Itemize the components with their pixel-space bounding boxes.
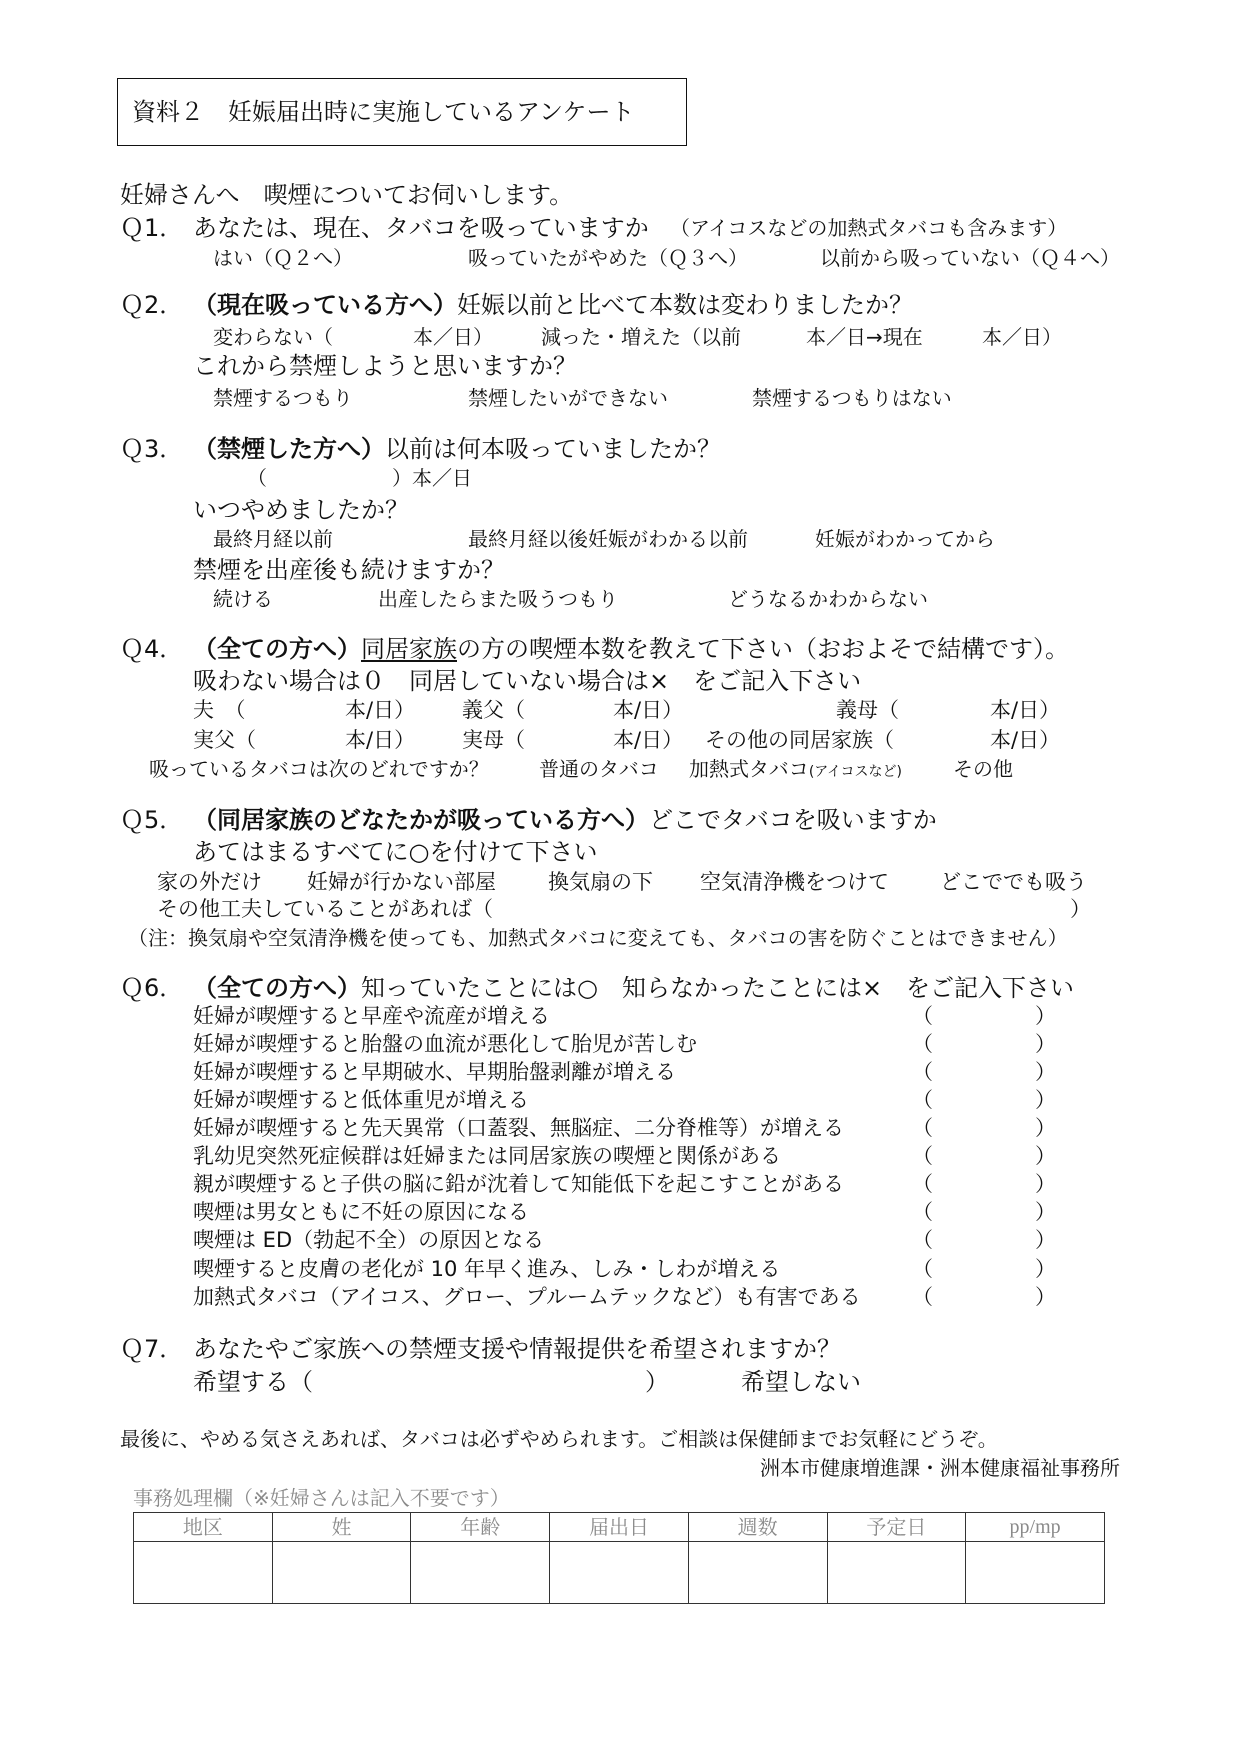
q1-note: （アイコスなどの加熱式タバコも含みます）	[670, 216, 1068, 240]
q6-answer-close: ）	[1035, 1285, 1056, 1309]
q2-sub-option-no-intent: 禁煙するつもりはない	[752, 386, 952, 410]
q4-type-question: 吸っているタバコは次のどれですか？	[149, 757, 489, 781]
q4-instruction: 吸わない場合は０ 同居していない場合は× をご記入下さい	[193, 667, 862, 695]
q6-item: 喫煙は ED（勃起不全）の原因となる	[193, 1228, 545, 1252]
organization-name: 洲本市健康増進課・洲本健康福祉事務所	[760, 1456, 1120, 1480]
q6-item: 喫煙すると皮膚の老化が 10 年早く進み、しみ・しわが増える	[193, 1257, 781, 1281]
office-table-body-row	[134, 1542, 1105, 1604]
q7-option-yes-close: ）	[645, 1368, 669, 1396]
q6-answer-open: （	[912, 1200, 933, 1224]
office-table-header-row	[134, 1513, 1105, 1542]
q2-now-unit: 本／日）	[982, 325, 1062, 349]
office-cell-age	[411, 1542, 550, 1604]
q4-family-father: 実父（	[193, 728, 256, 752]
office-use-table	[133, 1512, 1105, 1604]
q4-question: の方の喫煙本数を教えて下さい（おおよそで結構です）。	[457, 635, 1069, 663]
q6-item: 妊婦が喫煙すると胎盤の血流が悪化して胎児が苦しむ	[193, 1032, 697, 1056]
office-header-filing-date: 届出日	[550, 1513, 689, 1542]
closing-message: 最後に、やめる気さえあれば、タバコは必ずやめられます。ご相談は保健師までお気軽にどうぞ。	[120, 1427, 998, 1451]
q3-when-question: いつやめましたか？	[193, 496, 409, 524]
q6-answer-open: （	[912, 1172, 933, 1196]
q6-answer-close: ）	[1035, 1088, 1056, 1112]
q3-label: Ｑ3．	[120, 435, 184, 463]
q5-note: （注：換気扇や空気清浄機を使っても、加熱式タバコに変えても、タバコの害を防ぐことはできません）	[128, 926, 1068, 950]
office-cell-filing-date	[550, 1542, 689, 1604]
q4-family-husband-unit: 本/日）	[345, 698, 416, 722]
q6-target: （全ての方へ）	[193, 974, 361, 1002]
q5-option-other-room: 妊婦が行かない部屋	[307, 870, 496, 894]
q4-family-other: その他の同居家族（	[705, 728, 894, 752]
q7-option-no: 希望しない	[741, 1368, 861, 1396]
q6-question: 知っていたことには○ 知らなかったことには× をご記入下さい	[361, 974, 1075, 1002]
office-cell-district	[134, 1542, 273, 1604]
q4-type-option-other: その他	[953, 757, 1013, 781]
q6-answer-close: ）	[1035, 1144, 1056, 1168]
document-title-box	[117, 78, 687, 146]
q3-continue-question: 禁煙を出産後も続けますか？	[193, 556, 505, 584]
q6-answer-open: （	[912, 1144, 933, 1168]
q6-label: Ｑ6．	[120, 974, 184, 1002]
q6-item: 妊婦が喫煙すると低体重児が増える	[193, 1088, 529, 1112]
q5-target: （同居家族のどなたかが吸っている方へ）	[193, 806, 649, 834]
office-header-surname: 姓	[272, 1513, 411, 1542]
q4-type-option-regular: 普通のタバコ	[539, 757, 659, 781]
q6-item: 喫煙は男女ともに不妊の原因になる	[193, 1200, 529, 1224]
q3-when-option-1: 最終月経以前	[213, 527, 333, 551]
q2-sub-option-cannot-quit: 禁煙したいができない	[468, 386, 668, 410]
q6-answer-close: ）	[1035, 1060, 1056, 1084]
q6-item: 親が喫煙すると子供の脳に鉛が沈着して知能低下を起こすことがある	[193, 1172, 844, 1196]
q4-family-husband: 夫 （	[193, 698, 246, 722]
q2-question: 妊娠以前と比べて本数は変わりましたか？	[457, 291, 913, 319]
q3-continue-option-3: どうなるかわからない	[728, 587, 928, 611]
office-header-age: 年齢	[411, 1513, 550, 1542]
q4-family-mother-unit: 本/日）	[613, 728, 684, 752]
q5-other-close: ）	[1070, 897, 1091, 921]
q3-count-open: （	[247, 466, 267, 490]
q6-answer-open: （	[912, 1285, 933, 1309]
q2-target: （現在吸っている方へ）	[193, 291, 457, 319]
q6-item: 妊婦が喫煙すると早期破水、早期胎盤剥離が増える	[193, 1060, 676, 1084]
q4-type-heated-note: (アイコスなど)	[808, 764, 902, 780]
q3-count-unit: ）本／日	[392, 466, 472, 490]
q5-instruction: あてはまるすべてに○を付けて下さい	[193, 838, 598, 866]
q4-family-mother: 実母（	[462, 728, 525, 752]
q6-answer-open: （	[912, 1228, 933, 1252]
office-cell-pp-mp	[966, 1542, 1105, 1604]
intro-text: 妊婦さんへ 喫煙についてお伺いします。	[120, 181, 574, 209]
q3-when-option-2: 最終月経以後妊娠がわかる以前	[468, 527, 748, 551]
q7-option-yes: 希望する（	[193, 1368, 313, 1396]
q5-option-outside: 家の外だけ	[157, 870, 262, 894]
q2-changed-option: 減った・増えた（以前	[541, 325, 741, 349]
q4-family-father-in-law-unit: 本/日）	[613, 698, 684, 722]
q1-option-never: 以前から吸っていない（Ｑ４へ）	[820, 246, 1120, 270]
q2-label: Ｑ2．	[120, 291, 184, 319]
q6-answer-close: ）	[1035, 1004, 1056, 1028]
q6-answer-open: （	[912, 1032, 933, 1056]
q5-option-air-purifier: 空気清浄機をつけて	[700, 870, 889, 894]
q6-question-line	[193, 975, 1074, 1001]
office-header-pp-mp: pp/mp	[966, 1513, 1105, 1542]
q4-label: Ｑ4．	[120, 635, 184, 663]
q1-option-quit: 吸っていたがやめた（Ｑ３へ）	[468, 246, 748, 270]
q6-answer-open: （	[912, 1116, 933, 1140]
q3-continue-option-2: 出産したらまた吸うつもり	[378, 587, 618, 611]
q4-target: （全ての方へ）	[193, 635, 361, 663]
q3-target: （禁煙した方へ）	[193, 435, 385, 463]
q6-answer-open: （	[912, 1257, 933, 1281]
q3-question-line	[193, 436, 721, 462]
office-header-due-date: 予定日	[827, 1513, 966, 1542]
q1-option-yes: はい（Ｑ２へ）	[213, 246, 353, 270]
q6-answer-close: ）	[1035, 1257, 1056, 1281]
q6-answer-open: （	[912, 1088, 933, 1112]
office-cell-surname	[272, 1542, 411, 1604]
q2-sub-question: これから禁煙しようと思いますか？	[193, 352, 577, 380]
q6-item: 乳幼児突然死症候群は妊婦または同居家族の喫煙と関係がある	[193, 1144, 781, 1168]
document-title: 資料２ 妊娠届出時に実施しているアンケート	[132, 97, 635, 126]
q4-underlined-term: 同居家族	[361, 635, 457, 663]
q4-family-mother-in-law-unit: 本/日）	[990, 698, 1061, 722]
q6-item: 妊婦が喫煙すると先天異常（口蓋裂、無脳症、二分脊椎等）が増える	[193, 1116, 844, 1140]
q5-option-anywhere: どこででも吸う	[940, 870, 1087, 894]
q6-answer-close: ）	[1035, 1116, 1056, 1140]
q4-family-father-unit: 本/日）	[345, 728, 416, 752]
q3-question: 以前は何本吸っていましたか？	[385, 435, 721, 463]
q2-unchanged-option: 変わらない（	[213, 325, 333, 349]
q6-answer-close: ）	[1035, 1172, 1056, 1196]
q7-label: Ｑ7．	[120, 1335, 184, 1363]
q2-sub-option-will-quit: 禁煙するつもり	[213, 386, 353, 410]
q6-answer-open: （	[912, 1060, 933, 1084]
q4-family-mother-in-law: 義母（	[836, 698, 899, 722]
q5-question: どこでタバコを吸いますか	[649, 806, 937, 834]
office-header-district: 地区	[134, 1513, 273, 1542]
q4-type-option-heated: 加熱式タバコ	[689, 757, 809, 781]
q5-question-line	[193, 807, 937, 833]
q6-item: 妊婦が喫煙すると早産や流産が増える	[193, 1004, 550, 1028]
q1-question: あなたは、現在、タバコを吸っていますか	[193, 214, 649, 242]
q6-answer-close: ）	[1035, 1228, 1056, 1252]
q5-label: Ｑ5．	[120, 806, 184, 834]
q3-continue-option-1: 続ける	[213, 587, 273, 611]
q7-question: あなたやご家族への禁煙支援や情報提供を希望されますか？	[193, 1335, 841, 1363]
q4-family-other-unit: 本/日）	[990, 728, 1061, 752]
q6-answer-close: ）	[1035, 1032, 1056, 1056]
q2-before-unit: 本／日→現在	[806, 325, 923, 349]
q6-answer-open: （	[912, 1004, 933, 1028]
office-header-weeks: 週数	[688, 1513, 827, 1542]
q4-question-line	[193, 636, 1069, 662]
office-cell-weeks	[688, 1542, 827, 1604]
q4-family-father-in-law: 義父（	[462, 698, 525, 722]
office-cell-due-date	[827, 1542, 966, 1604]
q2-unchanged-unit: 本／日）	[413, 325, 493, 349]
q2-question-line	[193, 292, 913, 318]
q5-other-label: その他工夫していることがあれば（	[157, 897, 493, 921]
q3-when-option-3: 妊娠がわかってから	[815, 527, 995, 551]
q5-option-fan: 換気扇の下	[548, 870, 653, 894]
office-use-label: 事務処理欄（※妊婦さんは記入不要です）	[133, 1486, 510, 1510]
q6-item: 加熱式タバコ（アイコス、グロー、プルームテックなど）も有害である	[193, 1285, 861, 1309]
q1-label: Ｑ1．	[120, 214, 184, 242]
q6-answer-close: ）	[1035, 1200, 1056, 1224]
q4-type-option-heated-group	[689, 758, 902, 780]
